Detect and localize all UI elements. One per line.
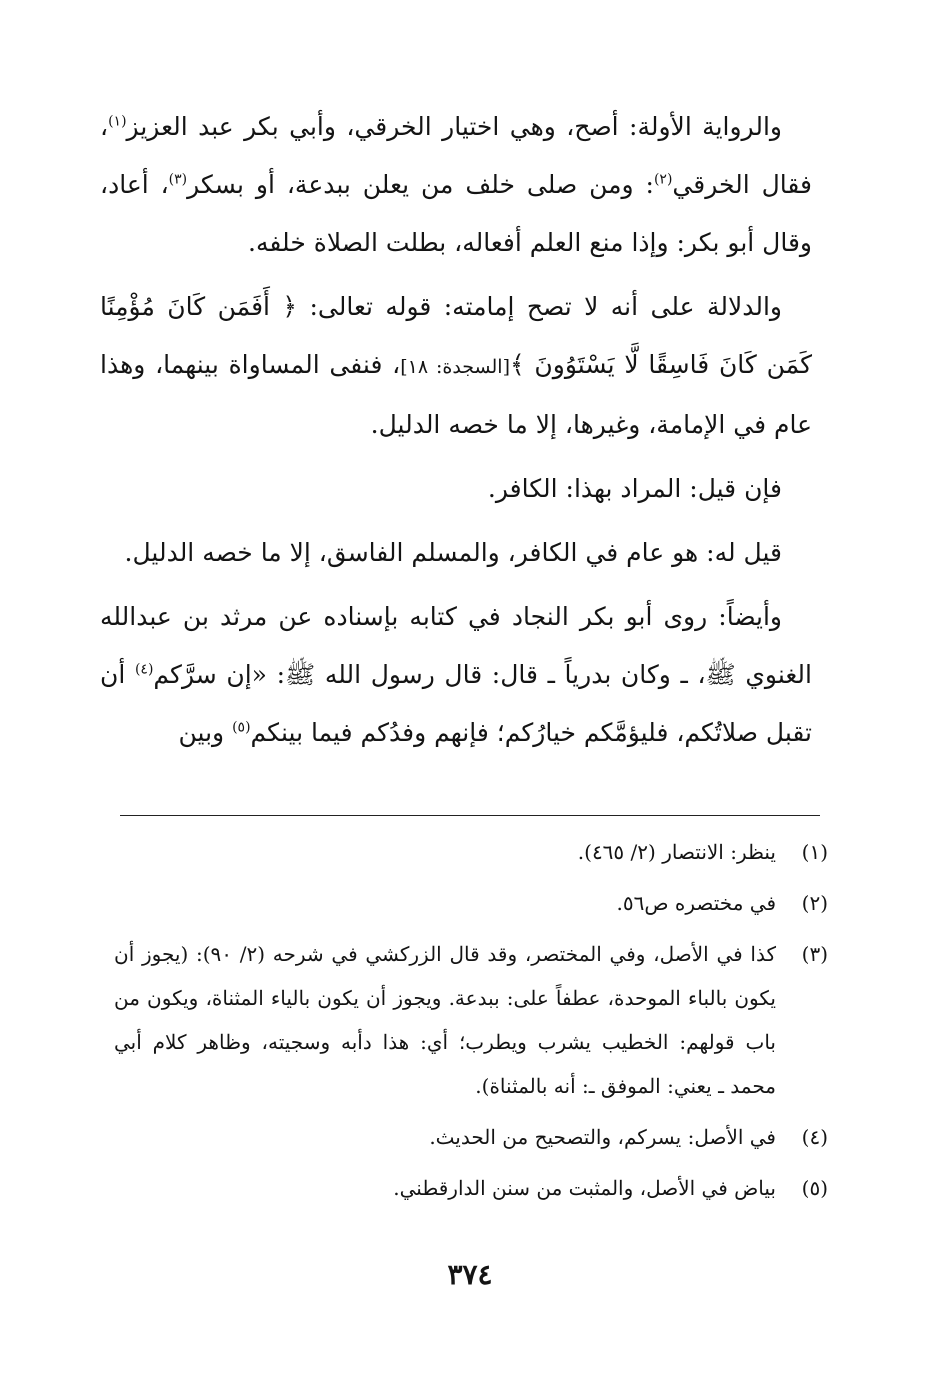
- paragraph-2-text-a: والدلالة على أنه لا تصح إمامته: قوله تعالى:: [309, 292, 782, 321]
- paragraph-3-text: فإن قيل: المراد بهذا: الكافر.: [487, 474, 782, 503]
- footnote-number: (٤): [801, 1125, 828, 1149]
- paragraph-5-text-b: أن تقبل صلاتُكم، فليؤمَّكم خيارُكم؛ فإنهم وفدُكم فيما بينكم: [100, 660, 812, 747]
- paragraph-1-text-c: : ومن صلى خلف من يعلن ببدعة، أو بسكر: [187, 170, 654, 199]
- footnote-5: [114, 1166, 828, 1210]
- paragraph-1-text-a: والرواية الأولة: أصح، وهي اختيار الخرقي، وأبي بكر عبد العزيز: [126, 112, 782, 141]
- footnote-ref-5[interactable]: (٥): [232, 719, 251, 736]
- footnote-2: [114, 881, 828, 925]
- footnote-text: في الأصل: يسركم، والتصحيح من الحديث.: [429, 1125, 776, 1149]
- footnote-number: (٣): [801, 942, 828, 966]
- paragraph-5-text-a: وأيضاً: روى أبو بكر النجاد في كتابه بإسناده عن مرثد بن عبدالله الغنوي ﷺ، ـ وكان بدرياً ـ قال: قال رسول الله ﷺ: «إن سرَّكم: [100, 602, 812, 689]
- paragraph-5: [100, 588, 812, 762]
- verse-reference: [السجدة: ١٨]: [400, 356, 510, 378]
- paragraph-1-text-b: ، فقال الخرقي: [100, 112, 812, 199]
- footnote-number: (١): [801, 840, 828, 864]
- footnote-ref-2[interactable]: (٢): [653, 171, 673, 188]
- footnote-3: [114, 932, 828, 1108]
- paragraph-3: [100, 460, 812, 518]
- footnote-text: ينظر: الانتصار (٢/ ٤٦٥).: [577, 840, 776, 864]
- footnotes: [114, 830, 828, 1217]
- paragraph-5-text-c: وبين: [178, 718, 233, 747]
- paragraph-4: [100, 524, 812, 582]
- paragraph-1-text-d: ، أعاد، وقال أبو بكر: وإذا منع العلم أفعاله، بطلت الصلاة خلفه.: [100, 170, 812, 257]
- footnote-ref-4[interactable]: (٤): [134, 661, 154, 678]
- footnote-ref-3[interactable]: (٣): [168, 171, 188, 188]
- footnote-text: كذا في الأصل، وفي المختصر، وقد قال الزركشي في شرحه (٢/ ٩٠): (يجوز أن يكون بالباء الموحدة، عطفاً على: ببدعة. ويجوز أن يكون بالياء المثناة، ويكون من باب قولهم: الخطيب يشرب ويطرب؛ أي: هذا دأبه وسجيته، وظاهر كلام أبي محمد ـ يعني: الموفق ـ: أنه بالمثناة).: [114, 942, 776, 1098]
- footnote-number: (٢): [801, 891, 828, 915]
- footnote-1: [114, 830, 828, 874]
- paragraph-1: [100, 98, 812, 272]
- footnote-4: [114, 1115, 828, 1159]
- quran-verse: ﴿ أَفَمَن كَانَ مُؤْمِنًا كَمَن كَانَ فَاسِقًا لَّا يَسْتَوُونَ ﴾: [100, 292, 812, 379]
- paragraph-2: [100, 278, 812, 454]
- main-text: [100, 98, 812, 768]
- page-number: ٣٧٤: [447, 1258, 493, 1291]
- footnote-text: في مختصره ص٥٦.: [616, 891, 776, 915]
- footnote-divider: [120, 815, 820, 816]
- paragraph-4-text: قيل له: هو عام في الكافر، والمسلم الفاسق، إلا ما خصه الدليل.: [124, 538, 782, 567]
- footnote-number: (٥): [801, 1176, 828, 1200]
- paragraph-2-text-b: ، فنفى المساواة بينهما، وهذا عام في الإمامة، وغيرها، إلا ما خصه الدليل.: [100, 350, 812, 439]
- footnote-ref-1[interactable]: (١): [108, 113, 127, 130]
- footnote-text: بياض في الأصل، والمثبت من سنن الدارقطني.: [393, 1176, 776, 1200]
